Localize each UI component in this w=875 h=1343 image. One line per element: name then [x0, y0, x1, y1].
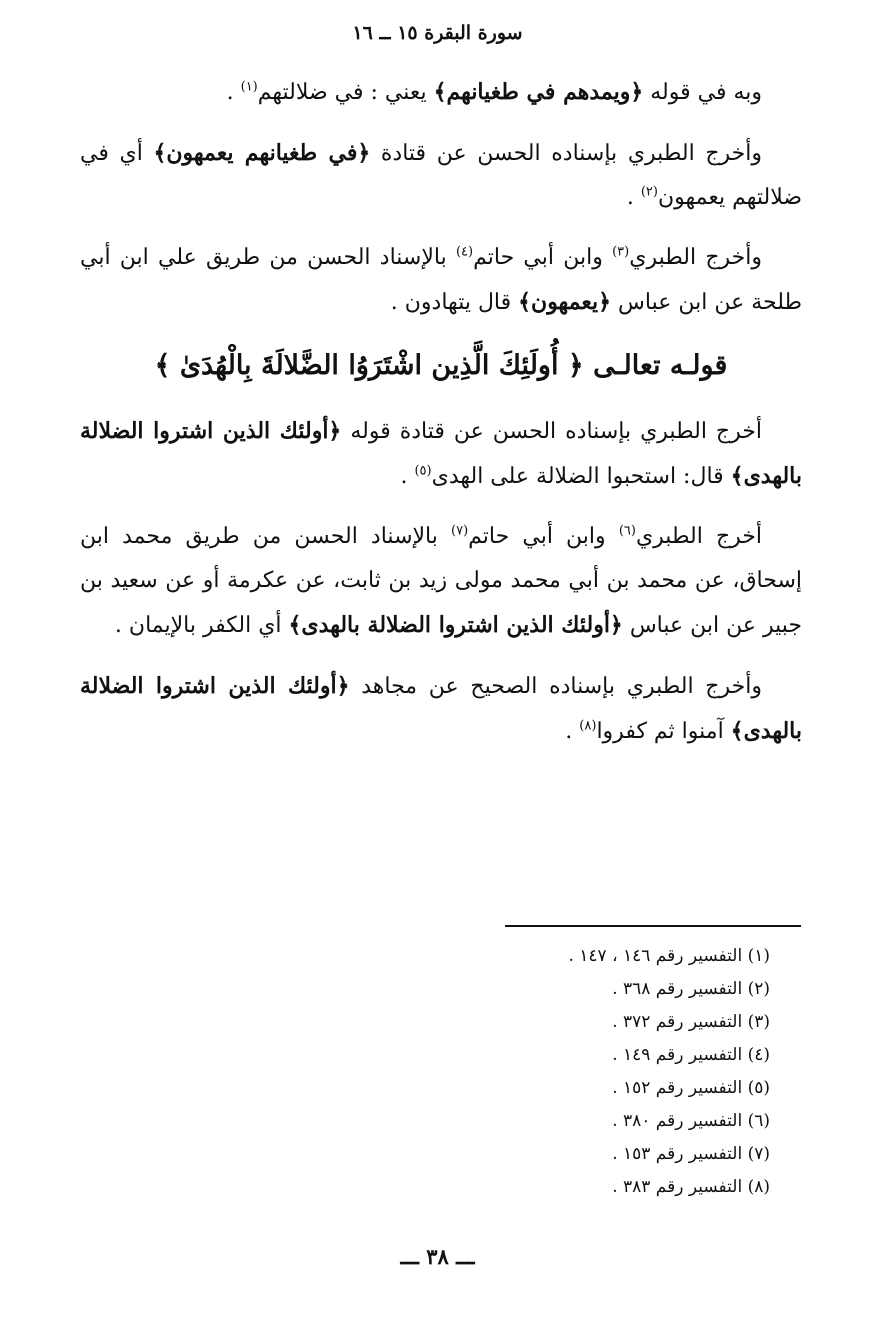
text-run: وأخرج الطبري بإسناده الحسن عن قتادة	[370, 141, 762, 166]
paragraph-1	[80, 70, 802, 115]
footnote-ref: (٥)	[414, 463, 432, 479]
text-run: .	[226, 80, 241, 105]
text-run: أي في ضلالتهم يعمهون	[80, 141, 802, 210]
quran-quote: ﴿أولئك الذين اشتروا الضلالة بالهدى﴾	[288, 612, 623, 638]
text-run: .	[565, 719, 580, 744]
footnote-item: (٣) التفسير رقم ٣٧٢ .	[612, 1012, 770, 1032]
paragraph-2	[80, 131, 802, 220]
text-run: أي الكفر بالإيمان .	[114, 613, 289, 638]
footnote-item: (٨) التفسير رقم ٣٨٣ .	[612, 1177, 770, 1197]
footnote-ref: (٦)	[618, 523, 636, 539]
quran-quote: ﴿يعمهون﴾	[518, 289, 612, 315]
text-run: .	[626, 185, 641, 210]
footnote-item: (٢) التفسير رقم ٣٦٨ .	[612, 979, 770, 999]
footnote-item: (٥) التفسير رقم ١٥٢ .	[612, 1078, 770, 1098]
page-header: سورة البقرة ١٥ ــ ١٦	[352, 22, 523, 44]
paragraph-3	[80, 236, 802, 325]
text-run: بالإسناد الحسن من طريق علي ابن أبي طلحة عن ابن عباس	[80, 245, 802, 315]
footnote-ref: (٨)	[579, 718, 597, 734]
text-run: أخرج الطبري	[635, 524, 762, 549]
text-run: .	[400, 464, 415, 489]
footnote-ref: (٣)	[612, 244, 630, 260]
main-text	[80, 70, 802, 770]
quran-quote: ﴿أولئك الذين اشتروا الضلالة بالهدى﴾	[80, 418, 802, 489]
footnote-ref: (١)	[240, 79, 258, 95]
text-run: بالإسناد الحسن من طريق محمد ابن إسحاق، عن محمد بن أبي محمد مولى زيد بن ثابت، عن عكرمة أو عن سعيد بن جبير عن ابن عباس	[80, 524, 802, 638]
paragraph-5	[80, 515, 802, 648]
text-run: آمنوا ثم كفروا	[596, 719, 731, 744]
text-run: وبه في قوله	[643, 80, 762, 105]
text-run: أخرج الطبري بإسناده الحسن عن قتادة قوله	[341, 419, 762, 444]
footnote-item: (١) التفسير رقم ١٤٦ ، ١٤٧ .	[568, 946, 770, 966]
text-run: قال يتهادون .	[390, 290, 519, 315]
footnote-item: (٤) التفسير رقم ١٤٩ .	[612, 1045, 770, 1065]
text-run: وابن أبي حاتم	[468, 524, 619, 549]
paragraph-6	[80, 664, 802, 754]
footnote-item: (٦) التفسير رقم ٣٨٠ .	[612, 1111, 770, 1131]
page-number: ـــ ٣٨ ـــ	[400, 1244, 475, 1269]
footnote-ref: (٢)	[640, 184, 658, 200]
text-run: قال: استحبوا الضلالة على الهدى	[431, 464, 731, 489]
footnote-ref: (٤)	[455, 244, 474, 260]
quran-quote: ﴿أولئك الذين اشتروا الضلالة بالهدى﴾	[80, 673, 802, 744]
text-run: وأخرج الطبري	[629, 245, 762, 270]
paragraph-4	[80, 409, 802, 499]
footnote-item: (٧) التفسير رقم ١٥٣ .	[612, 1144, 770, 1164]
section-heading: قولـه تعالـى ﴿ أُولَئِكَ الَّذِين اشْتَرَوُا الضَّلالَةَ بِالْهُدَىٰ ﴾	[154, 350, 728, 381]
footnote-ref: (٧)	[451, 523, 469, 539]
text-run: وأخرج الطبري بإسناده الصحيح عن مجاهد	[349, 674, 762, 699]
footnote-divider	[505, 925, 801, 927]
quran-quote: ﴿في طغيانهم يعمهون﴾	[153, 140, 371, 166]
footnotes-list	[400, 940, 770, 1204]
text-run: يعني : في ضلالتهم	[257, 80, 434, 105]
quran-quote: ﴿ويمدهم في طغيانهم﴾	[433, 79, 644, 105]
text-run: وابن أبي حاتم	[473, 245, 613, 270]
